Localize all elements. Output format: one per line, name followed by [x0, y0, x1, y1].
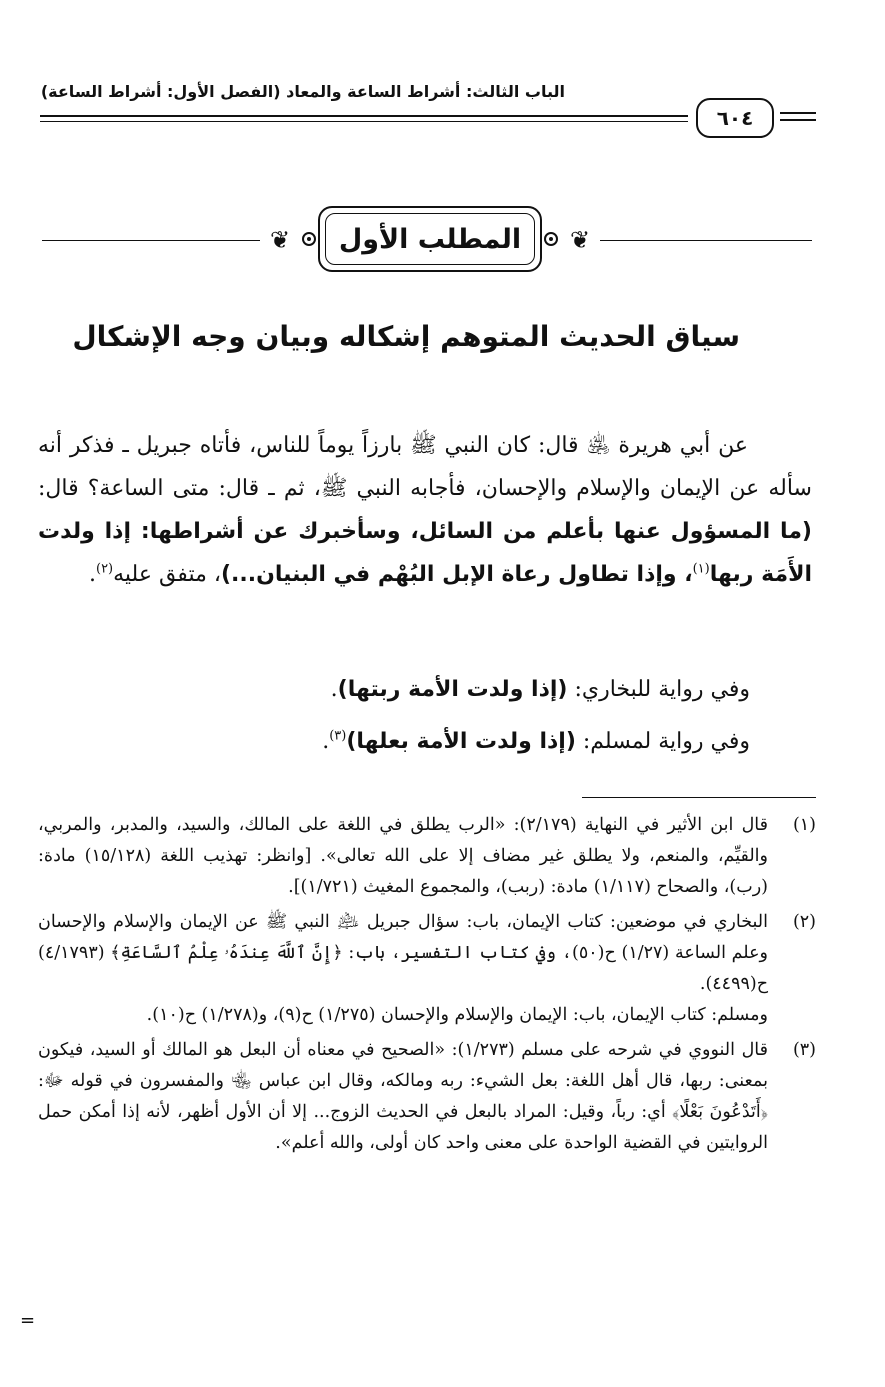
footnote-ref: (١) — [692, 561, 710, 577]
footnote-ref: (٣) — [329, 728, 347, 744]
narration-end: . — [322, 729, 330, 754]
footnote-paragraph: البخاري في موضعين: كتاب الإيمان، باب: سؤال جبريل ﵇ النبي ﷺ عن الإيمان والإسلام والإحسان وعلم الساعة (١/٢٧) ح(٥٠)، وفي كتاب التفسير، باب: ﴿إِنَّ ٱللَّهَ عِندَهُۥ عِلْمُ ٱلسَّاعَةِ﴾ (٤/١٧٩٣) ح(٤٤٩٩). — [38, 912, 768, 994]
page-number-rule — [780, 112, 816, 114]
narration-muslim — [150, 722, 750, 762]
section-title: المطلب الأول — [325, 213, 535, 265]
footnote-text — [38, 907, 768, 1031]
floral-ornament-icon: ❦ — [569, 226, 591, 254]
footnote-number: (٢) — [792, 912, 816, 932]
narration-label: وفي رواية لمسلم: — [575, 729, 750, 754]
hadith-text-part: عن أبي هريرة ﵁ قال: كان النبي ﷺ بارزاً يوماً للناس، فأتاه جبريل ـ فذكر أنه سأله عن الإيمان والإسلام والإحسان، فأجابه النبي ﷺ، ثم ـ قال: متى الساعة؟ قال: — [38, 433, 812, 501]
hadith-quote-bold: (ما المسؤول عنها بأعلم من السائل، وسأخبرك عن أشراطها: إذا ولدت الأَمَة ربها — [38, 519, 812, 587]
hadith-quote-bold: ، وإذا تطاول رعاة الإبل البُهْم في البنيان...) — [220, 562, 693, 587]
footnote-paragraph: ومسلم: كتاب الإيمان، باب: الإيمان والإسلام والإحسان (١/٢٧٥) ح(٩)، و(١/٢٧٨) ح(١٠). — [146, 1005, 768, 1025]
running-header-title: الباب الثالث: أشراط الساعة والمعاد (الفصل الأول: أشراط الساعة) — [40, 82, 565, 101]
narration-quote: (إذا ولدت الأمة ربتها) — [337, 677, 568, 702]
footnote-separator — [582, 797, 816, 798]
narration-label: وفي رواية للبخاري: — [567, 677, 750, 702]
header-rule-thin — [40, 121, 688, 122]
hadith-paragraph — [38, 424, 812, 596]
narration-quote: (إذا ولدت الأمة بعلها) — [346, 729, 576, 754]
footnote — [38, 907, 816, 1031]
page-number: ٦٠٤ — [696, 98, 774, 138]
section-line-left — [42, 240, 260, 241]
narration-bukhari — [150, 670, 750, 710]
narration-end: . — [330, 677, 338, 702]
footnote-text — [38, 1035, 768, 1159]
footnote-number: (١) — [792, 815, 816, 835]
section-line-right — [600, 240, 812, 241]
dot-circle-icon — [302, 232, 316, 246]
hadith-text-part: . — [88, 562, 96, 587]
floral-ornament-icon: ❦ — [269, 226, 291, 254]
footnote — [38, 1035, 816, 1159]
footnote-paragraph: قال النووي في شرحه على مسلم (١/٢٧٣): «الصحيح في معناه أن البعل هو المالك أو السيد، فيكون بمعنى: ربها، قال أهل اللغة: بعل الشيء: ربه ومالكه، وقال ابن عباس ﵄ والمفسرون في قوله ﷻ: ﴿أَتَدْعُونَ بَعْلًا﴾ أي: رباً، وقيل: المراد بالبعل في الحديث الزوج... إلا أن الأول أظهر، لأنه إذا أمكن حمل الروايتين في القضية الواحدة على معنى واحد كان أولى، والله أعلم». — [38, 1040, 768, 1153]
hadith-text — [38, 424, 812, 596]
footnotes — [38, 810, 816, 1163]
footnote-paragraph: قال ابن الأثير في النهاية (٢/١٧٩): «الرب يطلق في اللغة على المالك، والسيد، والمدبر، والمربي، والقيِّم، والمنعم، ولا يطلق غير مضاف إلا على الله تعالى». [وانظر: تهذيب اللغة (١٥/١٢٨) مادة: (رب)، والصحاح (١/١١٧) مادة: (ربب)، والمجموع المغيث (١/٧٢١)]. — [38, 815, 768, 897]
hadith-text-part: ، متفق عليه — [113, 562, 221, 587]
footnote-ref: (٢) — [95, 561, 114, 577]
section-subtitle: سياق الحديث المتوهم إشكاله وبيان وجه الإشكال — [72, 320, 740, 353]
footnote-number: (٣) — [792, 1040, 816, 1060]
footnote — [38, 810, 816, 903]
continuation-mark: = — [20, 1310, 36, 1331]
header-rule — [40, 115, 688, 117]
dot-circle-icon — [544, 232, 558, 246]
section-title-frame — [318, 206, 542, 272]
footnote-text — [38, 810, 768, 903]
page-number-rule — [780, 119, 816, 121]
